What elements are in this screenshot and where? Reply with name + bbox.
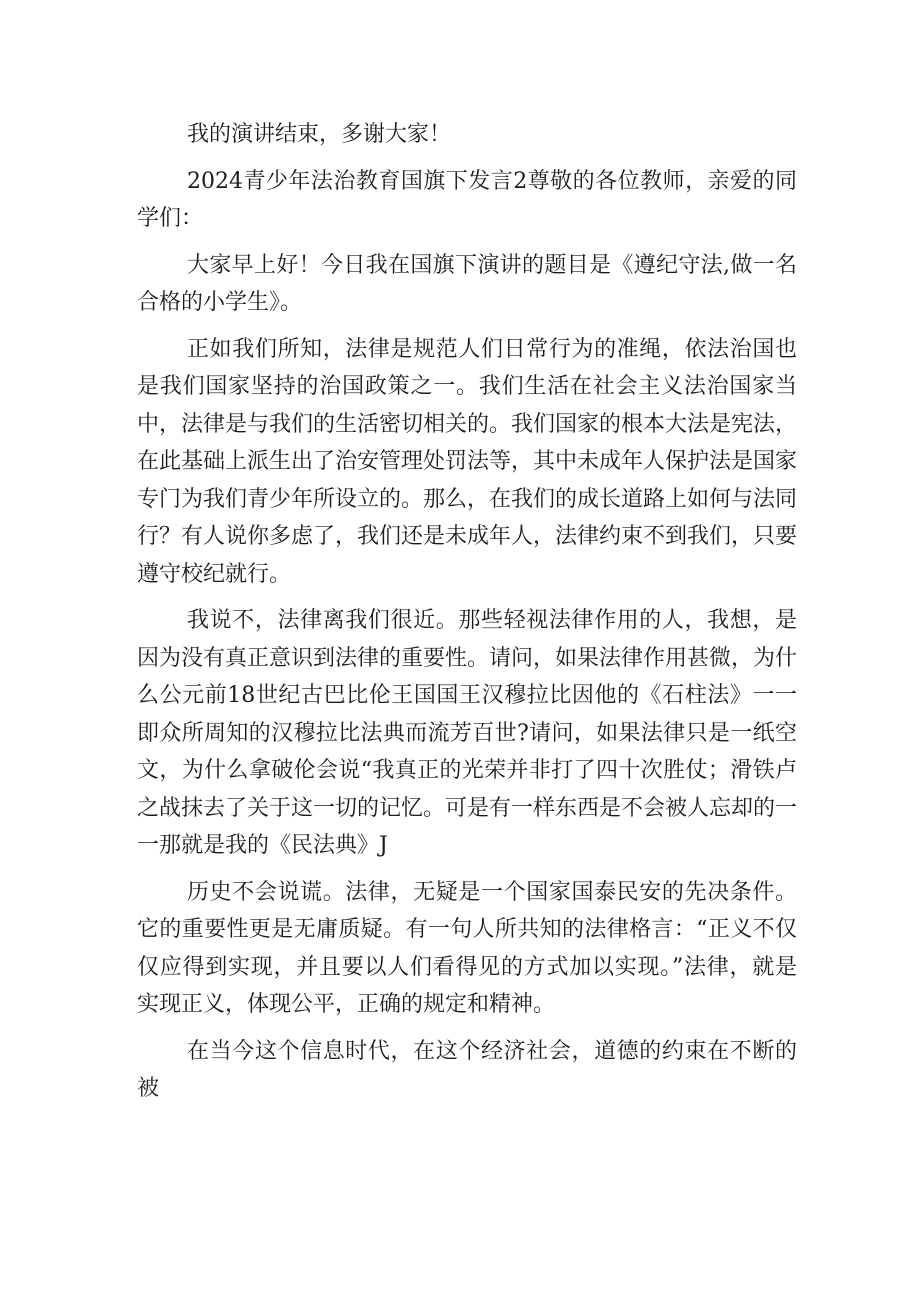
paragraph-greeting: 大家早上好！今日我在国旗下演讲的题目是《遵纪守法,做一名合格的小学生》。 <box>137 252 797 315</box>
paragraph-law-intro: 正如我们所知，法律是规范人们日常行为的准绳，依法治国也是我们国家坚持的治国政策之一。我们生活在社会主义法治国家当中，法律是与我们的生活密切相关的。我们国家的根本大法是宪法，在此基础上派生出了治安管理处罚法等，其中未成年人保护法是国家专门为我们青少年所设立的。那么，在我们的成长道路上如何与法同行？有人说你多虑了，我们还是未成年人，法律约束不到我们，只要遵守校纪就行。 <box>137 336 798 587</box>
paragraph-closing: 我的演讲结束，多谢大家！ <box>187 122 452 147</box>
paragraph-information-age: 在当今这个信息时代，在这个经济社会，道德的约束在不断的被 <box>137 1038 797 1101</box>
paragraph-history: 历史不会说谎。法律，无疑是一个国家国泰民安的先决条件。它的重要性更是无庸质疑。有一句人所共知的法律格言：“正义不仅仅应得到实现，并且要以人们看得见的方式加以实现。”法律，就是实现正义，体现公平，正确的规定和精神。 <box>137 879 797 1017</box>
paragraph-speech-title: 2024青少年法治教育国旗下发言2尊敬的各位教师，亲爱的同学们： <box>137 168 797 231</box>
paragraph-law-importance: 我说不，法律离我们很近。那些轻视法律作用的人，我想，是因为没有真正意识到法律的重要性。请问，如果法律作用甚微，为什么公元前18世纪古巴比伦王国国王汉穆拉比因他的《石柱法》一一即众所周知的汉穆拉比法典而流芳百世?请问，如果法律只是一纸空文，为什么拿破伦会说“我真正的光荣并非打了四十次胜仗；滑铁卢之战抹去了关于这一切的记忆。可是有一样东西是不会被人忘却的一一那就是我的《民法典》J <box>137 608 798 858</box>
document-body <box>137 116 797 1117</box>
